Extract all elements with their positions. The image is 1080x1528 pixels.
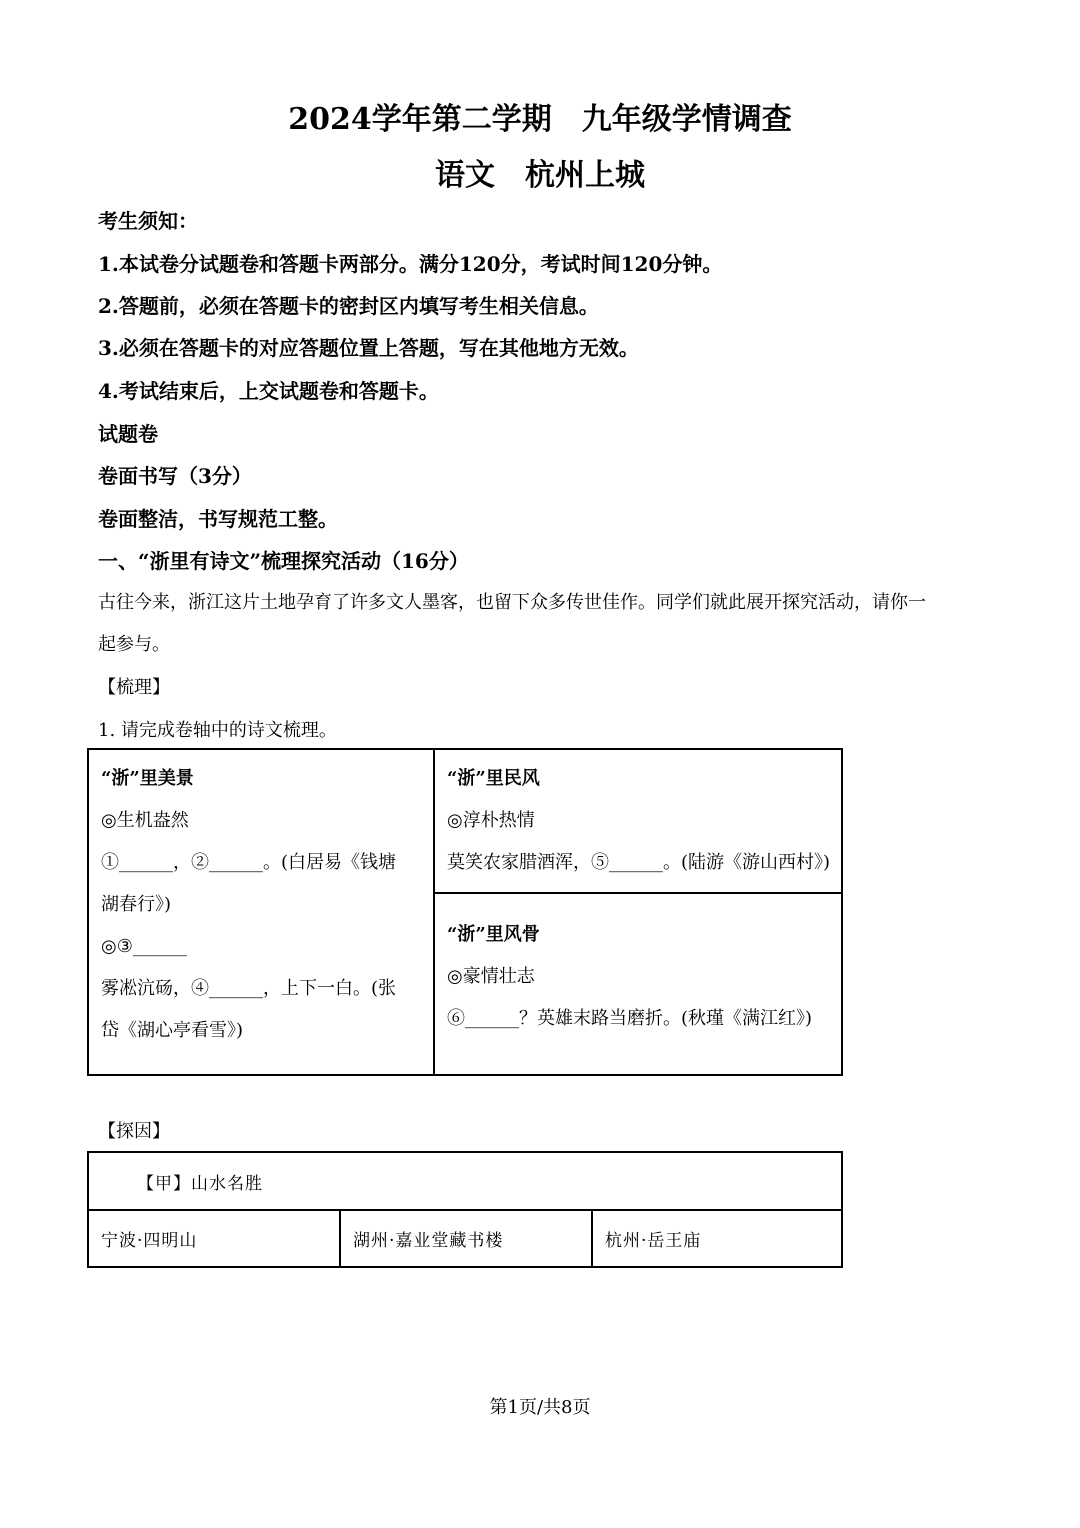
landmarks-table — [87, 1151, 843, 1268]
landmarks-header: 【甲】山水名胜 — [88, 1152, 842, 1210]
notice-item: 1.本试卷分试题卷和答题卡两部分。满分120分，考试时间120分钟。 — [98, 252, 723, 276]
cell-line: ◎淳朴热情 — [447, 810, 535, 831]
page-footer: 第1页/共8页 — [489, 1397, 591, 1418]
subsection-label: 【梳理】 — [98, 677, 170, 698]
notice-item: 3.必须在答题卡的对应答题位置上答题，写在其他地方无效。 — [98, 336, 639, 360]
cell-line: 雾凇沆砀，④______，上下一白。(张 — [101, 978, 397, 999]
cell-heading: “浙”里美景 — [101, 768, 194, 789]
landmark-cell: 杭州·岳王庙 — [592, 1210, 842, 1267]
landmark-cell: 湖州·嘉业堂藏书楼 — [340, 1210, 592, 1267]
cell-line: 岱《湖心亭看雪》) — [101, 1020, 244, 1041]
cell-line: ◎豪情壮志 — [447, 966, 535, 987]
cell-line: ◎③______ — [101, 936, 187, 957]
cell-line: ①______，②______。(白居易《钱塘 — [101, 852, 397, 873]
table-cell-customs — [434, 749, 842, 893]
notice-item: 2.答题前，必须在答题卡的密封区内填写考生相关信息。 — [98, 294, 599, 318]
subsection-label: 【探因】 — [98, 1121, 170, 1142]
cell-line: 湖春行》) — [101, 894, 172, 915]
cell-line: ◎生机盎然 — [101, 810, 189, 831]
handwriting-text: 卷面整洁，书写规范工整。 — [98, 507, 338, 531]
cell-heading: “浙”里风骨 — [447, 924, 540, 945]
table-cell-spirit — [434, 893, 842, 1075]
handwriting-heading: 卷面书写（3分） — [98, 464, 252, 488]
landmark-cell: 宁波·四明山 — [88, 1210, 340, 1267]
paper-label: 试题卷 — [98, 422, 158, 446]
cell-heading: “浙”里民风 — [447, 768, 540, 789]
cell-line: ⑥______？英雄末路当磨折。(秋瑾《满江红》) — [447, 1008, 813, 1029]
poetry-table — [87, 748, 843, 1076]
cell-line: 莫笑农家腊酒浑，⑤______。(陆游《游山西村》) — [447, 852, 831, 873]
notice-item: 4.考试结束后，上交试题卷和答题卡。 — [98, 379, 439, 403]
section-intro-line2: 起参与。 — [98, 634, 170, 655]
section-intro-line1: 古往今来，浙江这片土地孕育了许多文人墨客，也留下众多传世佳作。同学们就此展开探究活动，请你一 — [98, 592, 926, 613]
page-subtitle: 语文 杭州上城 — [435, 158, 645, 193]
table-cell-scenery — [88, 749, 434, 1075]
notice-heading: 考生须知： — [98, 209, 198, 233]
question-1: 1. 请完成卷轴中的诗文梳理。 — [98, 720, 337, 741]
page-title: 2024学年第二学期 九年级学情调查 — [288, 102, 792, 137]
section-heading: 一、“浙里有诗文”梳理探究活动（16分） — [98, 549, 469, 573]
